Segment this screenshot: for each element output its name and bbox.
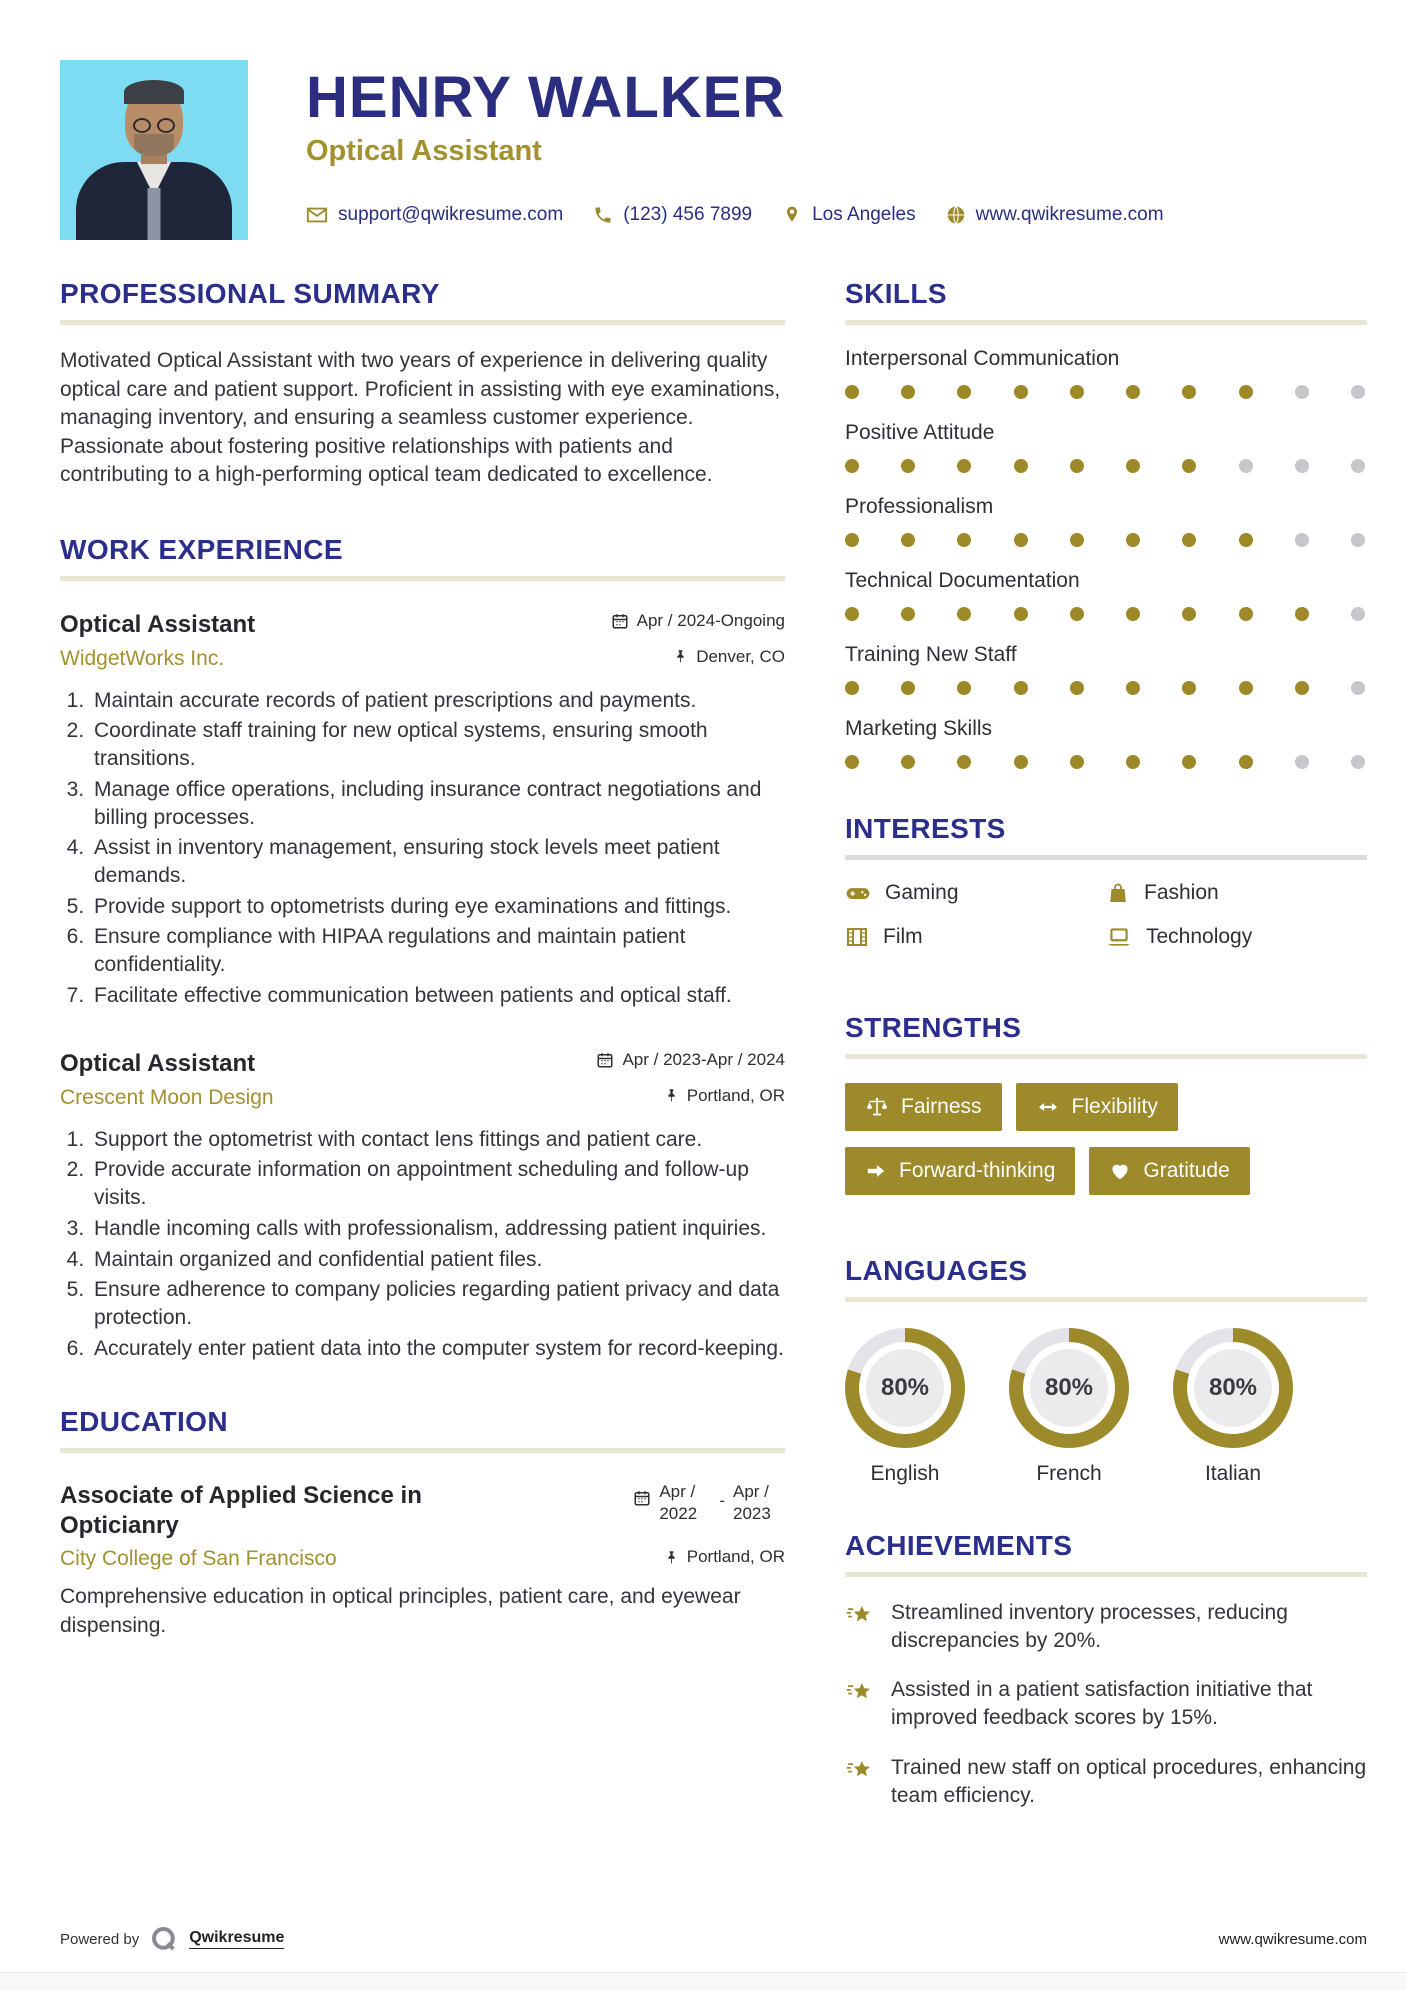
skill-item — [845, 347, 1367, 399]
job-date: Apr / 2024-Ongoing — [611, 611, 785, 631]
strengths-heading: STRENGTHS — [845, 1012, 1022, 1043]
skill-dot-empty — [1239, 459, 1253, 473]
person-name: HENRY WALKER — [306, 65, 786, 130]
skill-item — [845, 643, 1367, 695]
skill-label: Technical Documentation — [845, 569, 1080, 592]
languages-divider — [845, 1297, 1367, 1302]
strength-badge: Flexibility — [1016, 1083, 1178, 1131]
interest-item: Fashion — [1106, 880, 1367, 906]
skills-heading: SKILLS — [845, 278, 947, 309]
skill-dot-filled — [1070, 607, 1084, 621]
phone-icon — [593, 205, 613, 225]
skill-dot-filled — [1014, 459, 1028, 473]
language-percent: 80% — [1030, 1349, 1108, 1427]
duty-item: 4. Assist in inventory management, ensuring stock levels meet patient demands. — [90, 834, 785, 889]
skill-dot-filled — [1182, 681, 1196, 695]
skill-dot-filled — [1182, 459, 1196, 473]
skill-dot-filled — [845, 533, 859, 547]
skill-dot-filled — [901, 533, 915, 547]
interest-item: Technology — [1106, 924, 1367, 950]
education-location: Portland, OR — [664, 1547, 785, 1567]
skill-dot-filled — [957, 755, 971, 769]
skill-dot-filled — [1295, 681, 1309, 695]
skill-dot-filled — [1014, 681, 1028, 695]
skill-dot-filled — [1182, 533, 1196, 547]
balance-scale-icon — [865, 1095, 889, 1119]
job-company: Crescent Moon Design — [60, 1085, 274, 1109]
qwikresume-logo-icon — [149, 1924, 179, 1954]
duty-item: 2. Coordinate staff training for new optical systems, ensuring smooth transitions. — [90, 717, 785, 772]
header-main — [306, 60, 1164, 240]
education-degree: Associate of Applied Science in Opticianry — [60, 1482, 422, 1540]
footer-website-link[interactable]: www.qwikresume.com — [1218, 1930, 1367, 1948]
skill-dot-filled — [1070, 681, 1084, 695]
skill-item — [845, 717, 1367, 769]
laptop-icon — [1106, 924, 1132, 950]
skill-dot-filled — [845, 755, 859, 769]
languages-heading: LANGUAGES — [845, 1255, 1028, 1286]
skill-dot-filled — [957, 459, 971, 473]
skill-dot-filled — [957, 533, 971, 547]
skill-dot-filled — [1126, 607, 1140, 621]
job-entry — [60, 1050, 785, 1363]
skill-rating — [845, 681, 1367, 695]
footer — [60, 1924, 1367, 1954]
education-date-start: Apr / 2022 — [659, 1482, 698, 1523]
pushpin-icon — [664, 1088, 679, 1103]
skill-dot-empty — [1351, 755, 1365, 769]
person-title: Optical Assistant — [306, 135, 542, 168]
contact-email-text: support@qwikresume.com — [338, 204, 564, 226]
contact-row — [306, 204, 1164, 226]
language-item — [1173, 1328, 1293, 1486]
skill-dot-filled — [957, 607, 971, 621]
skill-item — [845, 495, 1367, 547]
education-dates — [633, 1481, 785, 1524]
skill-label: Positive Attitude — [845, 421, 995, 444]
film-icon — [845, 925, 869, 949]
skill-item — [845, 569, 1367, 621]
achievements-divider — [845, 1572, 1367, 1577]
summary-heading: PROFESSIONAL SUMMARY — [60, 278, 440, 309]
language-ring — [1173, 1328, 1293, 1448]
duty-item: 4. Maintain organized and confidential patient files. — [90, 1246, 785, 1274]
language-label: Italian — [1204, 1462, 1262, 1485]
skill-dot-filled — [957, 681, 971, 695]
contact-website[interactable] — [946, 204, 1164, 226]
skill-dot-filled — [1182, 385, 1196, 399]
summary-text: Motivated Optical Assistant with two years of experience in delivering quality optical care and patient support. Proficient in assisting with eye examinations, managing inventory, and ensuring a seamless customer experience. Passionate about fostering positive relationships with patients and contributing to a high-performing optical team dedicated to excellence. — [60, 349, 781, 487]
job-company: WidgetWorks Inc. — [60, 646, 225, 670]
education-school: City College of San Francisco — [60, 1547, 337, 1571]
contact-location-text: Los Angeles — [812, 204, 916, 226]
skill-dot-filled — [1014, 607, 1028, 621]
skill-item — [845, 421, 1367, 473]
languages-list — [845, 1328, 1367, 1486]
shooting-star-icon — [845, 1601, 875, 1631]
skill-dot-filled — [1182, 755, 1196, 769]
qwikresume-link[interactable]: Qwikresume — [189, 1929, 284, 1949]
language-ring — [845, 1328, 965, 1448]
skill-dot-empty — [1351, 533, 1365, 547]
achievement-item: Streamlined inventory processes, reducing discrepancies by 20%. — [845, 1599, 1367, 1654]
job-position: Optical Assistant — [60, 1049, 256, 1077]
skill-dot-filled — [845, 385, 859, 399]
skill-dot-filled — [845, 681, 859, 695]
skill-dot-filled — [901, 755, 915, 769]
skill-dot-filled — [1239, 385, 1253, 399]
achievement-item: Trained new staff on optical procedures, enhancing team efficiency. — [845, 1754, 1367, 1809]
pushpin-icon — [673, 649, 688, 664]
language-percent: 80% — [1194, 1349, 1272, 1427]
skill-dot-filled — [1126, 681, 1140, 695]
skill-dot-filled — [901, 681, 915, 695]
skill-dot-filled — [845, 459, 859, 473]
skill-dot-filled — [1239, 607, 1253, 621]
education-date-end: Apr / 2023 — [733, 1482, 771, 1523]
calendar-icon — [611, 612, 629, 630]
skill-rating — [845, 385, 1367, 399]
calendar-icon — [596, 1051, 614, 1069]
skill-dot-filled — [1182, 607, 1196, 621]
duty-item: 6. Ensure compliance with HIPAA regulations and maintain patient confidentiality. — [90, 923, 785, 978]
strengths-list — [845, 1083, 1367, 1211]
duty-item: 5. Provide support to optometrists during eye examinations and fittings. — [90, 893, 785, 921]
interests-divider — [845, 855, 1367, 860]
skill-dot-empty — [1295, 533, 1309, 547]
right-arrow-icon — [865, 1160, 887, 1182]
language-item — [845, 1328, 965, 1486]
achievement-item: Assisted in a patient satisfaction initiative that improved feedback scores by 15%. — [845, 1676, 1367, 1731]
job-location: Portland, OR — [664, 1086, 785, 1106]
education-date-separator: - — [719, 1491, 725, 1511]
language-label: French — [1036, 1462, 1102, 1485]
duty-item: 1. Maintain accurate records of patient prescriptions and payments. — [90, 687, 785, 715]
duty-item: 1. Support the optometrist with contact lens fittings and patient care. — [90, 1126, 785, 1154]
interests-heading: INTERESTS — [845, 813, 1006, 844]
bottom-strip — [0, 1972, 1407, 1990]
skill-dot-filled — [1126, 755, 1140, 769]
skill-label: Professionalism — [845, 495, 994, 518]
strengths-divider — [845, 1054, 1367, 1059]
job-position: Optical Assistant — [60, 610, 256, 638]
skill-dot-filled — [1239, 755, 1253, 769]
skill-dot-filled — [845, 607, 859, 621]
skill-dot-filled — [1070, 533, 1084, 547]
strength-badge: Forward-thinking — [845, 1147, 1075, 1195]
skill-dot-filled — [901, 459, 915, 473]
skill-dot-filled — [1239, 681, 1253, 695]
shooting-star-icon — [845, 1756, 875, 1786]
education-heading: EDUCATION — [60, 1406, 228, 1438]
right-column — [845, 240, 1367, 1809]
contact-phone-text: (123) 456 7899 — [623, 204, 753, 226]
left-column — [60, 240, 785, 1809]
pushpin-icon — [664, 1550, 679, 1565]
language-label: English — [870, 1462, 940, 1485]
skill-dot-empty — [1295, 385, 1309, 399]
skill-dot-filled — [1070, 385, 1084, 399]
skill-label: Marketing Skills — [845, 717, 993, 740]
duty-item: 5. Ensure adherence to company policies regarding patient privacy and data protection. — [90, 1276, 785, 1331]
skill-dot-filled — [1239, 533, 1253, 547]
summary-divider — [60, 320, 785, 325]
contact-phone[interactable] — [593, 204, 752, 226]
location-pin-icon — [782, 205, 802, 225]
skill-label: Interpersonal Communication — [845, 347, 1120, 370]
skill-dot-empty — [1351, 607, 1365, 621]
skill-dot-empty — [1351, 459, 1365, 473]
job-entry — [60, 611, 785, 1010]
skill-dot-empty — [1351, 681, 1365, 695]
skill-dot-filled — [1014, 755, 1028, 769]
envelope-icon — [306, 204, 328, 226]
heart-icon — [1109, 1160, 1131, 1182]
skill-label: Training New Staff — [845, 643, 1017, 666]
header — [0, 0, 1407, 240]
shooting-star-icon — [845, 1678, 875, 1708]
duty-item: 3. Manage office operations, including insurance contract negotiations and billing processes. — [90, 776, 785, 831]
duty-item: 6. Accurately enter patient data into the computer system for record-keeping. — [90, 1335, 785, 1363]
skill-dot-filled — [1126, 533, 1140, 547]
profile-photo — [60, 60, 248, 240]
language-item — [1009, 1328, 1129, 1486]
skill-dot-filled — [901, 385, 915, 399]
job-duties — [60, 1126, 785, 1363]
duty-item: 3. Handle incoming calls with professionalism, addressing patient inquiries. — [90, 1215, 785, 1243]
skill-dot-filled — [1070, 459, 1084, 473]
skills-divider — [845, 320, 1367, 325]
skill-dot-filled — [1126, 385, 1140, 399]
achievements-heading: ACHIEVEMENTS — [845, 1530, 1073, 1561]
gamepad-icon — [845, 880, 871, 906]
skill-dot-filled — [1070, 755, 1084, 769]
interest-item: Film — [845, 924, 1106, 950]
skill-dot-empty — [1295, 755, 1309, 769]
job-date: Apr / 2023-Apr / 2024 — [596, 1050, 785, 1070]
powered-by-text: Powered by — [60, 1930, 140, 1948]
skill-dot-filled — [1126, 459, 1140, 473]
skill-rating — [845, 459, 1367, 473]
achievements-list — [845, 1599, 1367, 1809]
strength-badge: Fairness — [845, 1083, 1002, 1131]
skill-dot-filled — [1014, 385, 1028, 399]
contact-website-text: www.qwikresume.com — [975, 204, 1164, 226]
skill-dot-empty — [1351, 385, 1365, 399]
education-description: Comprehensive education in optical principles, patient care, and eyewear dispensing. — [60, 1585, 741, 1637]
contact-email[interactable] — [306, 204, 563, 226]
duty-item: 7. Facilitate effective communication between patients and optical staff. — [90, 982, 785, 1010]
language-percent: 80% — [866, 1349, 944, 1427]
education-entry — [60, 1481, 785, 1639]
skill-dot-filled — [901, 607, 915, 621]
duty-item: 2. Provide accurate information on appointment scheduling and follow-up visits. — [90, 1156, 785, 1211]
left-right-arrow-icon — [1036, 1095, 1060, 1119]
contact-location — [782, 204, 916, 226]
skill-rating — [845, 533, 1367, 547]
language-ring — [1009, 1328, 1129, 1448]
globe-icon — [946, 205, 966, 225]
interests-list — [845, 880, 1367, 968]
shopping-bag-icon — [1106, 881, 1130, 905]
work-divider — [60, 576, 785, 581]
skill-rating — [845, 755, 1367, 769]
calendar-icon — [633, 1489, 651, 1507]
skill-dot-filled — [1014, 533, 1028, 547]
work-heading: WORK EXPERIENCE — [60, 533, 343, 565]
skill-dot-filled — [957, 385, 971, 399]
interest-item: Gaming — [845, 880, 1106, 906]
skill-dot-filled — [1295, 607, 1309, 621]
job-location: Denver, CO — [673, 647, 785, 667]
strength-badge: Gratitude — [1089, 1147, 1249, 1195]
education-divider — [60, 1448, 785, 1453]
skill-dot-empty — [1295, 459, 1309, 473]
content-columns — [0, 240, 1407, 1809]
job-duties — [60, 687, 785, 1010]
skill-rating — [845, 607, 1367, 621]
